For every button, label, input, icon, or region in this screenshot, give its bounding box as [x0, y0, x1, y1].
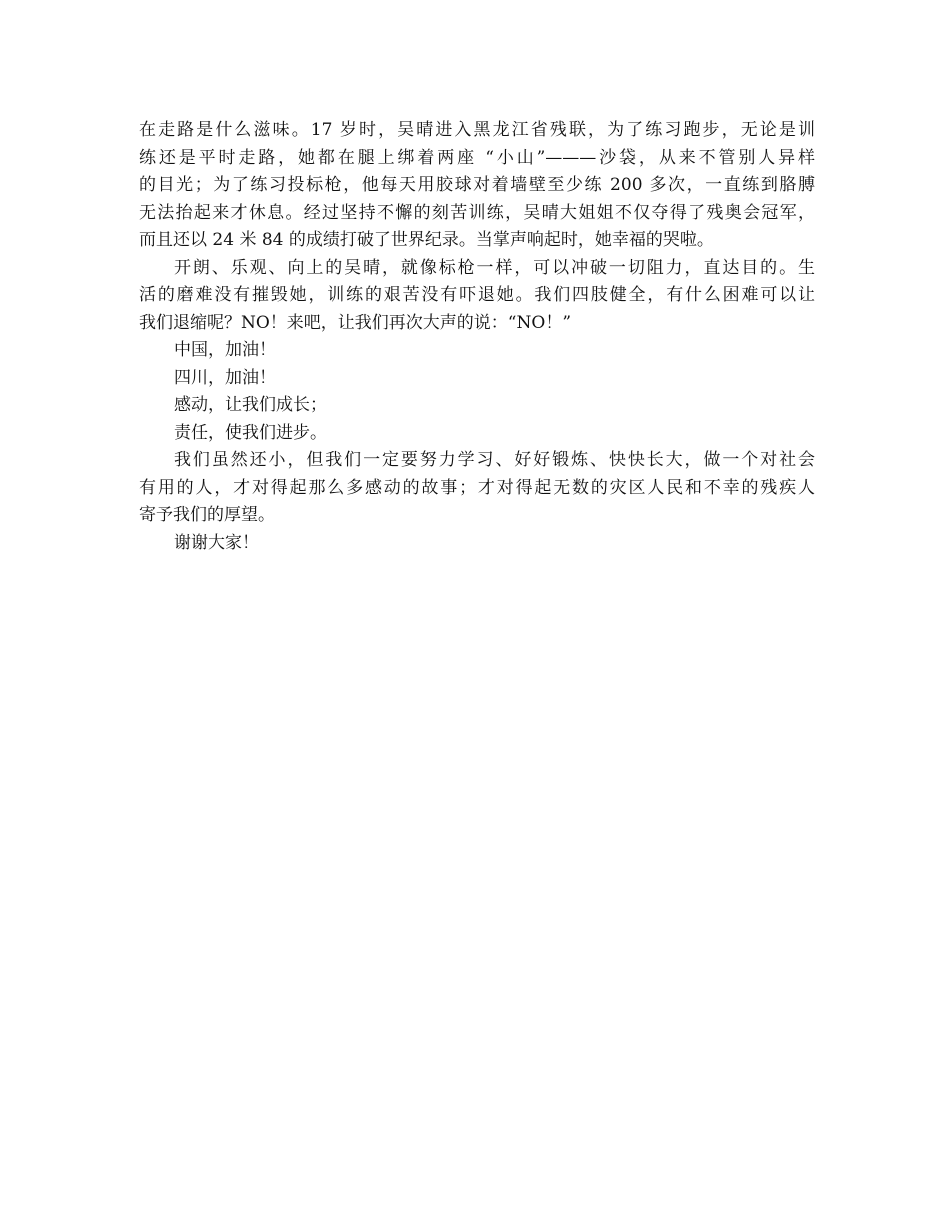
text-line: 而且还以 24 米 84 的成绩打破了世界纪录。当掌声响起时，她幸福的哭啦。 — [139, 230, 714, 250]
paragraph-sichuan-cheer — [139, 365, 815, 393]
text-line: 开朗、乐观、向上的吴晴，就像标枪一样，可以冲破一切阻力，直达目的。生 — [174, 257, 815, 278]
text-line: 我们退缩呢？NO！来吧，让我们再次大声的说：“NO！” — [139, 312, 572, 333]
text-line: 有用的人，才对得起那么多感动的故事；才对得起无数的灾区人民和不幸的残疾人 — [139, 477, 815, 498]
text-line: 中国，加油！ — [174, 340, 276, 360]
text-line: 感动，让我们成长； — [174, 395, 327, 415]
document-body — [139, 117, 815, 557]
paragraph-responsibility — [139, 420, 815, 448]
text-line: 责任，使我们进步。 — [174, 422, 327, 443]
paragraph-resolution — [139, 447, 815, 530]
paragraph-wu-qing-spirit — [139, 255, 815, 338]
text-line: 练还是平时走路，她都在腿上绑着两座 “小山”———沙袋，从来不管别人异样 — [139, 147, 815, 168]
text-line: 活的磨难没有摧毁她，训练的艰苦没有吓退她。我们四肢健全，有什么困难可以让 — [139, 285, 815, 305]
paragraph-wu-qing-training — [139, 117, 815, 255]
paragraph-china-cheer — [139, 337, 815, 365]
text-line: 四川，加油！ — [174, 367, 276, 388]
text-line: 寄予我们的厚望。 — [139, 505, 275, 525]
text-line: 无法抬起来才休息。经过坚持不懈的刻苦训练，吴晴大姐姐不仅夺得了残奥会冠军， — [139, 202, 815, 223]
text-line: 我们虽然还小，但我们一定要努力学习、好好锻炼、快快长大，做一个对社会 — [174, 450, 815, 470]
paragraph-moved-grow — [139, 392, 815, 420]
text-line: 的目光；为了练习投标枪，他每天用胶球对着墙壁至少练 200 多次，一直练到胳膊 — [139, 175, 815, 195]
text-line: 在走路是什么滋味。17 岁时，吴晴进入黑龙江省残联，为了练习跑步，无论是训 — [139, 120, 815, 140]
paragraph-thanks — [139, 530, 815, 558]
text-line: 谢谢大家！ — [174, 532, 259, 553]
